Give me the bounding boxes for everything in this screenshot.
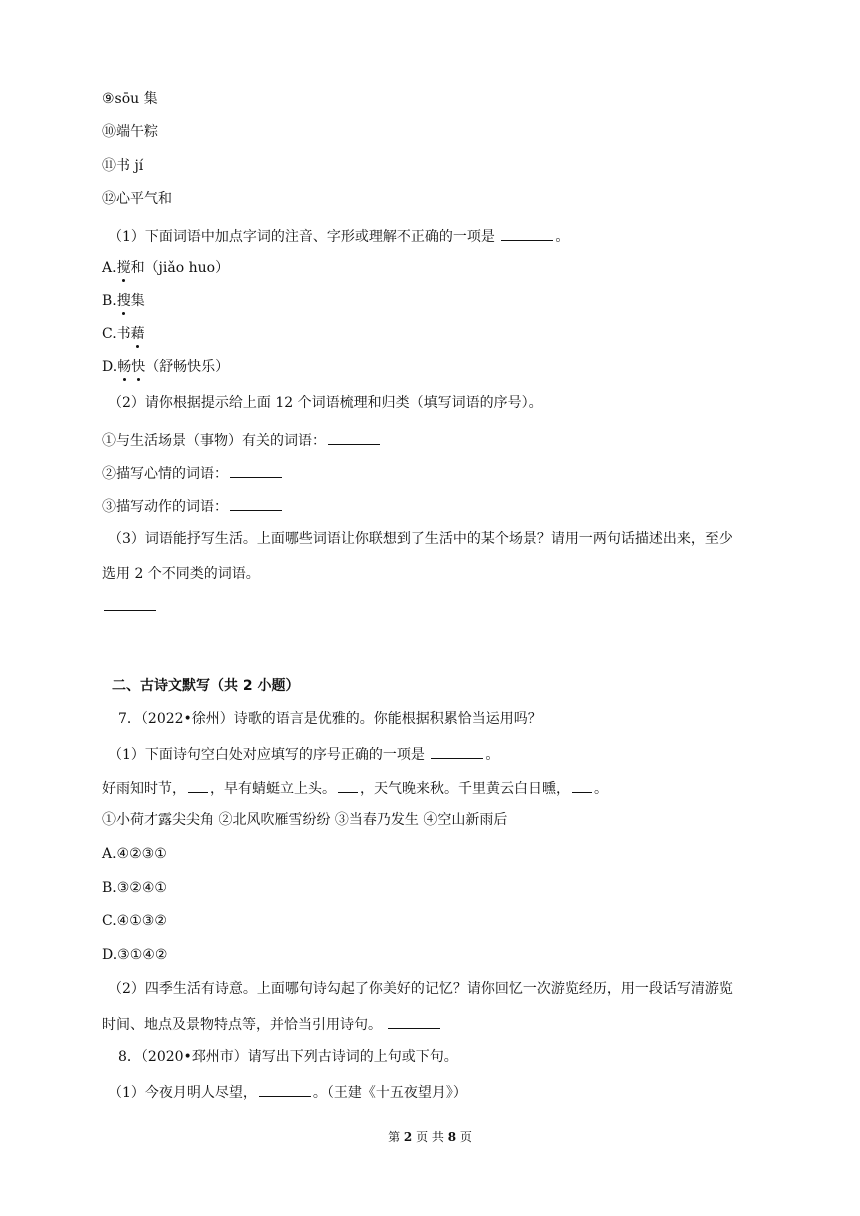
page-footer	[0, 1128, 860, 1146]
q7-part2-line1: （2）四季生活有诗意。上面哪句诗勾起了你美好的记忆？请你回忆一次游览经历，用一段话写清游览	[108, 981, 733, 997]
footer-text: 页	[456, 1130, 472, 1144]
q6-part2-a	[102, 430, 382, 450]
answer-blank[interactable]	[259, 1082, 311, 1097]
answer-blank[interactable]	[572, 778, 592, 793]
q7-part1	[108, 744, 499, 764]
prompt-text: ③描写动作的词语：	[102, 499, 228, 515]
emphasis-dotted-char: 藉	[130, 326, 145, 342]
q6-part3-line2: 选用 2 个不同类的词语。	[102, 566, 260, 582]
answer-blank[interactable]	[328, 430, 380, 445]
answer-blank[interactable]	[501, 226, 553, 241]
q6-option-b	[102, 292, 145, 310]
q6-part1-end: 。	[555, 229, 570, 245]
q6-part2-b	[102, 463, 284, 483]
q7-choices: ①小荷才露尖尖角 ②北风吹雁雪纷纷 ③当春乃发生 ④空山新雨后	[102, 812, 508, 828]
emphasis-dotted-char: 搅	[116, 260, 131, 276]
item-9: ⑨sōu 集	[102, 91, 158, 107]
poem-text: 好雨知时节，	[102, 781, 186, 797]
prompt-text: （1）今夜月明人尽望，	[108, 1085, 257, 1101]
q6-part1	[108, 226, 569, 246]
current-page-number: 2	[403, 1130, 413, 1144]
option-prefix: B.	[102, 293, 117, 309]
option-text: 和（jiǎo huo）	[130, 260, 230, 276]
option-prefix: A.	[102, 260, 117, 276]
section-title: 二、古诗文默写（共 2 小题）	[112, 678, 300, 694]
q6-part2-c	[102, 496, 284, 516]
prompt-text: ②描写心情的词语：	[102, 466, 228, 482]
q6-part1-text: （1）下面词语中加点字词的注音、字形或理解不正确的一项是	[108, 229, 500, 245]
q6-part3-line1: （3）词语能抒写生活。上面哪些词语让你联想到了生活中的某个场景？请用一两句话描述出来，至少	[108, 531, 733, 547]
prompt-text: 。（王建《十五夜望月》）	[312, 1085, 467, 1101]
option-prefix: C.书	[102, 326, 131, 342]
answer-blank[interactable]	[388, 1014, 440, 1029]
total-page-number: 8	[447, 1130, 457, 1144]
answer-blank[interactable]	[230, 463, 282, 478]
option-prefix: D.	[102, 359, 118, 375]
q7-option-c: C.④①③②	[102, 913, 167, 929]
item-10: ⑩端午粽	[102, 124, 158, 140]
q7-part1-text: （1）下面诗句空白处对应填写的序号正确的一项是	[108, 747, 430, 763]
answer-blank[interactable]	[431, 744, 483, 759]
q6-option-c	[102, 325, 145, 343]
emphasis-dotted-char: 快	[131, 359, 146, 375]
answer-blank[interactable]	[338, 778, 358, 793]
q6-part2: （2）请你根据提示给上面 12 个词语梳理和归类（填写词语的序号）。	[108, 395, 543, 411]
poem-text: ，天气晚来秋。千里黄云白日曛，	[360, 781, 570, 797]
q7-option-a: A.④②③①	[102, 846, 167, 862]
emphasis-dotted-char: 搜	[116, 293, 131, 309]
q7-stem: 7．（2022•徐州）诗歌的语言是优雅的。你能根据积累恰当运用吗？	[118, 711, 542, 727]
q7-option-b: B.③②④①	[102, 880, 167, 896]
q7-part1-end: 。	[485, 747, 500, 763]
option-text: （舒畅快乐）	[145, 359, 230, 375]
q6-part3-answer	[102, 596, 158, 616]
poem-text: 。	[594, 781, 608, 797]
answer-blank[interactable]	[104, 596, 156, 611]
q7-option-d: D.③①④②	[102, 947, 168, 963]
q7-poem-line	[102, 778, 608, 798]
q7-part2-line2	[102, 1014, 442, 1034]
prompt-text: ①与生活场景（事物）有关的词语：	[102, 433, 326, 449]
answer-blank[interactable]	[230, 496, 282, 511]
q8-stem: 8．（2020•邳州市）请写出下列古诗词的上句或下句。	[118, 1049, 458, 1065]
prompt-text: 时间、地点及景物特点等，并恰当引用诗句。	[102, 1017, 387, 1033]
item-11: ⑪书 jí	[102, 158, 144, 174]
q6-option-a	[102, 259, 229, 277]
q8-part1	[108, 1082, 467, 1102]
footer-text: 第	[388, 1130, 404, 1144]
footer-text: 页 共	[412, 1130, 448, 1144]
poem-text: ，早有蜻蜓立上头。	[210, 781, 336, 797]
option-text: 集	[130, 293, 145, 309]
q6-option-d	[102, 358, 229, 376]
emphasis-dotted-char: 畅	[117, 359, 132, 375]
item-12: ⑫心平气和	[102, 191, 172, 207]
answer-blank[interactable]	[188, 778, 208, 793]
